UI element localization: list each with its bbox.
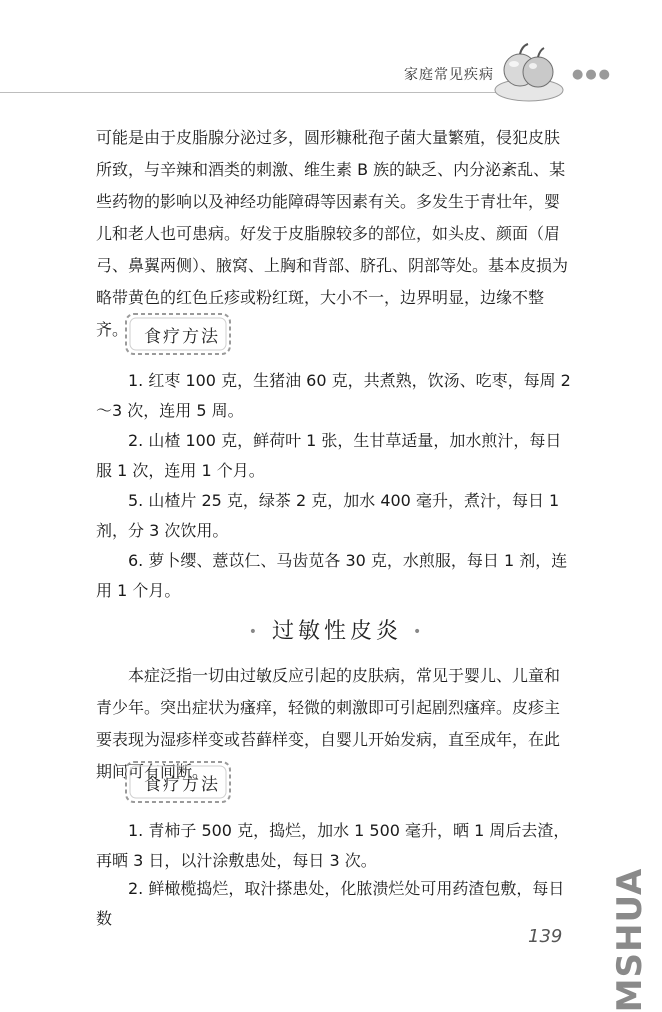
page-number: 139 bbox=[528, 926, 563, 947]
watermark bbox=[600, 867, 660, 1012]
remedy-item: 6. 萝卜缨、薏苡仁、马齿苋各 30 克，水煎服，每日 1 剂，连用 1 个月。 bbox=[96, 551, 568, 600]
watermark-text: MSHUA bbox=[610, 867, 650, 1012]
diet-therapy-label: 食疗方法 bbox=[144, 775, 220, 795]
diet-therapy-badge bbox=[124, 760, 232, 804]
header-label: 家庭常见疾病 bbox=[404, 67, 494, 83]
section-paragraph: 本症泛指一切由过敏反应引起的皮肤病，常见于婴儿、儿童和青少年。突出症状为瘙痒，轻微的刺激即可引起剧烈瘙痒。皮疹主要表现为湿疹样变或苔藓样变，自婴儿开始发病，直至成年，在此期间可有间断。 bbox=[96, 666, 561, 781]
remedy-item: 2. 山楂 100 克，鲜荷叶 1 张，生甘草适量，加水煎汁，每日服 1 次，连用 1 个月。 bbox=[96, 431, 562, 480]
remedy-item: 5. 山楂片 25 克，绿茶 2 克，加水 400 毫升，煮汁，每日 1 剂，分 3 次饮用。 bbox=[96, 491, 560, 540]
remedy-item: 2. 鲜橄榄捣烂，取汁搽患处，化脓溃烂处可用药渣包敷，每日数 bbox=[96, 879, 565, 928]
header-dots: ●●● bbox=[572, 67, 613, 82]
diet-therapy-label: 食疗方法 bbox=[144, 327, 220, 347]
title-dot-left: • bbox=[248, 624, 261, 640]
section-title-text: 过敏性皮炎 bbox=[271, 619, 402, 644]
fruit-illustration bbox=[494, 40, 564, 102]
section-title bbox=[232, 614, 442, 645]
intro-paragraph: 可能是由于皮脂腺分泌过多，圆形糠秕孢子菌大量繁殖，侵犯皮肤所致，与辛辣和酒类的刺激、维生素 B 族的缺乏、内分泌紊乱、某些药物的影响以及神经功能障碍等因素有关。多发生于青壮年，婴儿和老人也可患病。好发于皮脂腺较多的部位，如头皮、颜面（眉弓、鼻翼两侧）、腋窝、上胸和背部、脐孔、阴部等处。基本皮损为略带黄色的红色丘疹或粉红斑，大小不一，边界明显，边缘不整齐。 bbox=[96, 128, 569, 339]
title-dot-right: • bbox=[413, 624, 426, 640]
header-rule bbox=[0, 92, 520, 93]
diet-therapy-badge bbox=[124, 312, 232, 356]
remedy-item: 1. 红枣 100 克，生猪油 60 克，共煮熟，饮汤、吃枣，每周 2～3 次，连用 5 周。 bbox=[96, 371, 571, 420]
remedy-item: 1. 青柿子 500 克，捣烂，加水 1 500 毫升，晒 1 周后去渣，再晒 3 日，以汁涂敷患处，每日 3 次。 bbox=[96, 821, 570, 870]
